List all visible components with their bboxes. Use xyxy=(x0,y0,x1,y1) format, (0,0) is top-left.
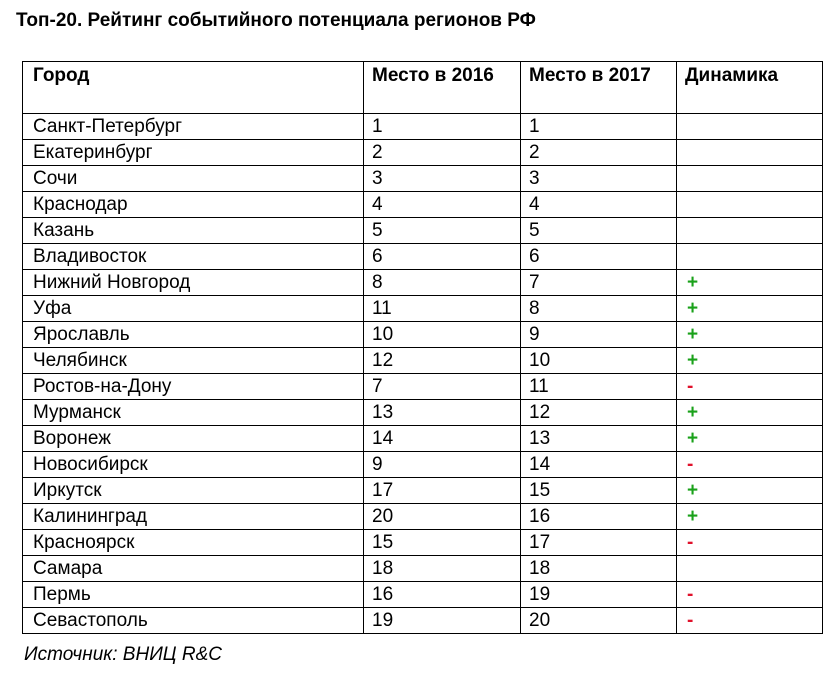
table-row xyxy=(23,530,823,556)
table-row xyxy=(23,556,823,582)
table-row xyxy=(23,452,823,478)
city-cell: Краснодар xyxy=(23,192,364,218)
table-row xyxy=(23,192,823,218)
place-2017-cell: 15 xyxy=(521,478,677,504)
dynamics-cell: - xyxy=(677,530,823,556)
place-2017-cell: 3 xyxy=(521,166,677,192)
place-2017-cell: 18 xyxy=(521,556,677,582)
city-cell: Севастополь xyxy=(23,608,364,634)
dynamics-cell xyxy=(677,218,823,244)
city-cell: Владивосток xyxy=(23,244,364,270)
table-row xyxy=(23,348,823,374)
place-2016-cell: 16 xyxy=(364,582,521,608)
place-2016-cell: 13 xyxy=(364,400,521,426)
city-cell: Екатеринбург xyxy=(23,140,364,166)
place-2016-cell: 14 xyxy=(364,426,521,452)
table-row xyxy=(23,270,823,296)
dynamics-cell: + xyxy=(677,504,823,530)
table-row xyxy=(23,218,823,244)
city-cell: Иркутск xyxy=(23,478,364,504)
dynamics-cell: + xyxy=(677,348,823,374)
place-2017-cell: 13 xyxy=(521,426,677,452)
table-row xyxy=(23,140,823,166)
header-place-2017: Место в 2017 xyxy=(521,62,677,114)
place-2016-cell: 11 xyxy=(364,296,521,322)
table-row xyxy=(23,322,823,348)
place-2016-cell: 5 xyxy=(364,218,521,244)
place-2017-cell: 8 xyxy=(521,296,677,322)
place-2016-cell: 20 xyxy=(364,504,521,530)
dynamics-cell: + xyxy=(677,478,823,504)
place-2017-cell: 16 xyxy=(521,504,677,530)
table-row xyxy=(23,114,823,140)
city-cell: Уфа xyxy=(23,296,364,322)
place-2016-cell: 1 xyxy=(364,114,521,140)
city-cell: Воронеж xyxy=(23,426,364,452)
header-city: Город xyxy=(23,62,364,114)
dynamics-cell xyxy=(677,244,823,270)
city-cell: Нижний Новгород xyxy=(23,270,364,296)
table-row xyxy=(23,478,823,504)
place-2017-cell: 7 xyxy=(521,270,677,296)
place-2016-cell: 7 xyxy=(364,374,521,400)
dynamics-cell: + xyxy=(677,270,823,296)
place-2016-cell: 8 xyxy=(364,270,521,296)
place-2016-cell: 6 xyxy=(364,244,521,270)
city-cell: Мурманск xyxy=(23,400,364,426)
table-row xyxy=(23,374,823,400)
place-2017-cell: 20 xyxy=(521,608,677,634)
place-2017-cell: 4 xyxy=(521,192,677,218)
place-2017-cell: 11 xyxy=(521,374,677,400)
place-2017-cell: 9 xyxy=(521,322,677,348)
place-2016-cell: 17 xyxy=(364,478,521,504)
table-row xyxy=(23,296,823,322)
city-cell: Красноярск xyxy=(23,530,364,556)
city-cell: Казань xyxy=(23,218,364,244)
place-2017-cell: 2 xyxy=(521,140,677,166)
place-2016-cell: 9 xyxy=(364,452,521,478)
city-cell: Сочи xyxy=(23,166,364,192)
dynamics-cell: + xyxy=(677,426,823,452)
city-cell: Ярославль xyxy=(23,322,364,348)
table-row xyxy=(23,608,823,634)
place-2016-cell: 2 xyxy=(364,140,521,166)
dynamics-cell xyxy=(677,556,823,582)
city-cell: Санкт-Петербург xyxy=(23,114,364,140)
dynamics-cell: - xyxy=(677,608,823,634)
dynamics-cell: + xyxy=(677,400,823,426)
table-row xyxy=(23,244,823,270)
table-row xyxy=(23,504,823,530)
dynamics-cell: - xyxy=(677,582,823,608)
header-dynamics: Динамика xyxy=(677,62,823,114)
city-cell: Самара xyxy=(23,556,364,582)
place-2016-cell: 10 xyxy=(364,322,521,348)
dynamics-cell: + xyxy=(677,322,823,348)
table-row xyxy=(23,166,823,192)
place-2016-cell: 4 xyxy=(364,192,521,218)
table-row xyxy=(23,582,823,608)
place-2017-cell: 19 xyxy=(521,582,677,608)
dynamics-cell: - xyxy=(677,374,823,400)
place-2016-cell: 3 xyxy=(364,166,521,192)
city-cell: Новосибирск xyxy=(23,452,364,478)
dynamics-cell xyxy=(677,166,823,192)
dynamics-cell xyxy=(677,140,823,166)
place-2017-cell: 12 xyxy=(521,400,677,426)
ranking-table xyxy=(22,61,823,634)
place-2017-cell: 10 xyxy=(521,348,677,374)
place-2016-cell: 18 xyxy=(364,556,521,582)
place-2017-cell: 17 xyxy=(521,530,677,556)
place-2016-cell: 12 xyxy=(364,348,521,374)
place-2017-cell: 5 xyxy=(521,218,677,244)
place-2017-cell: 14 xyxy=(521,452,677,478)
city-cell: Калининград xyxy=(23,504,364,530)
dynamics-cell xyxy=(677,192,823,218)
source-note: Источник: ВНИЦ R&C xyxy=(24,644,222,665)
dynamics-cell xyxy=(677,114,823,140)
place-2016-cell: 15 xyxy=(364,530,521,556)
city-cell: Пермь xyxy=(23,582,364,608)
table-header-row xyxy=(23,62,823,114)
dynamics-cell: - xyxy=(677,452,823,478)
place-2017-cell: 6 xyxy=(521,244,677,270)
dynamics-cell: + xyxy=(677,296,823,322)
place-2016-cell: 19 xyxy=(364,608,521,634)
table-row xyxy=(23,426,823,452)
header-place-2016: Место в 2016 xyxy=(364,62,521,114)
place-2017-cell: 1 xyxy=(521,114,677,140)
city-cell: Ростов-на-Дону xyxy=(23,374,364,400)
city-cell: Челябинск xyxy=(23,348,364,374)
table-body xyxy=(23,114,823,634)
table-row xyxy=(23,400,823,426)
page-title: Топ-20. Рейтинг событийного потенциала регионов РФ xyxy=(16,10,536,31)
